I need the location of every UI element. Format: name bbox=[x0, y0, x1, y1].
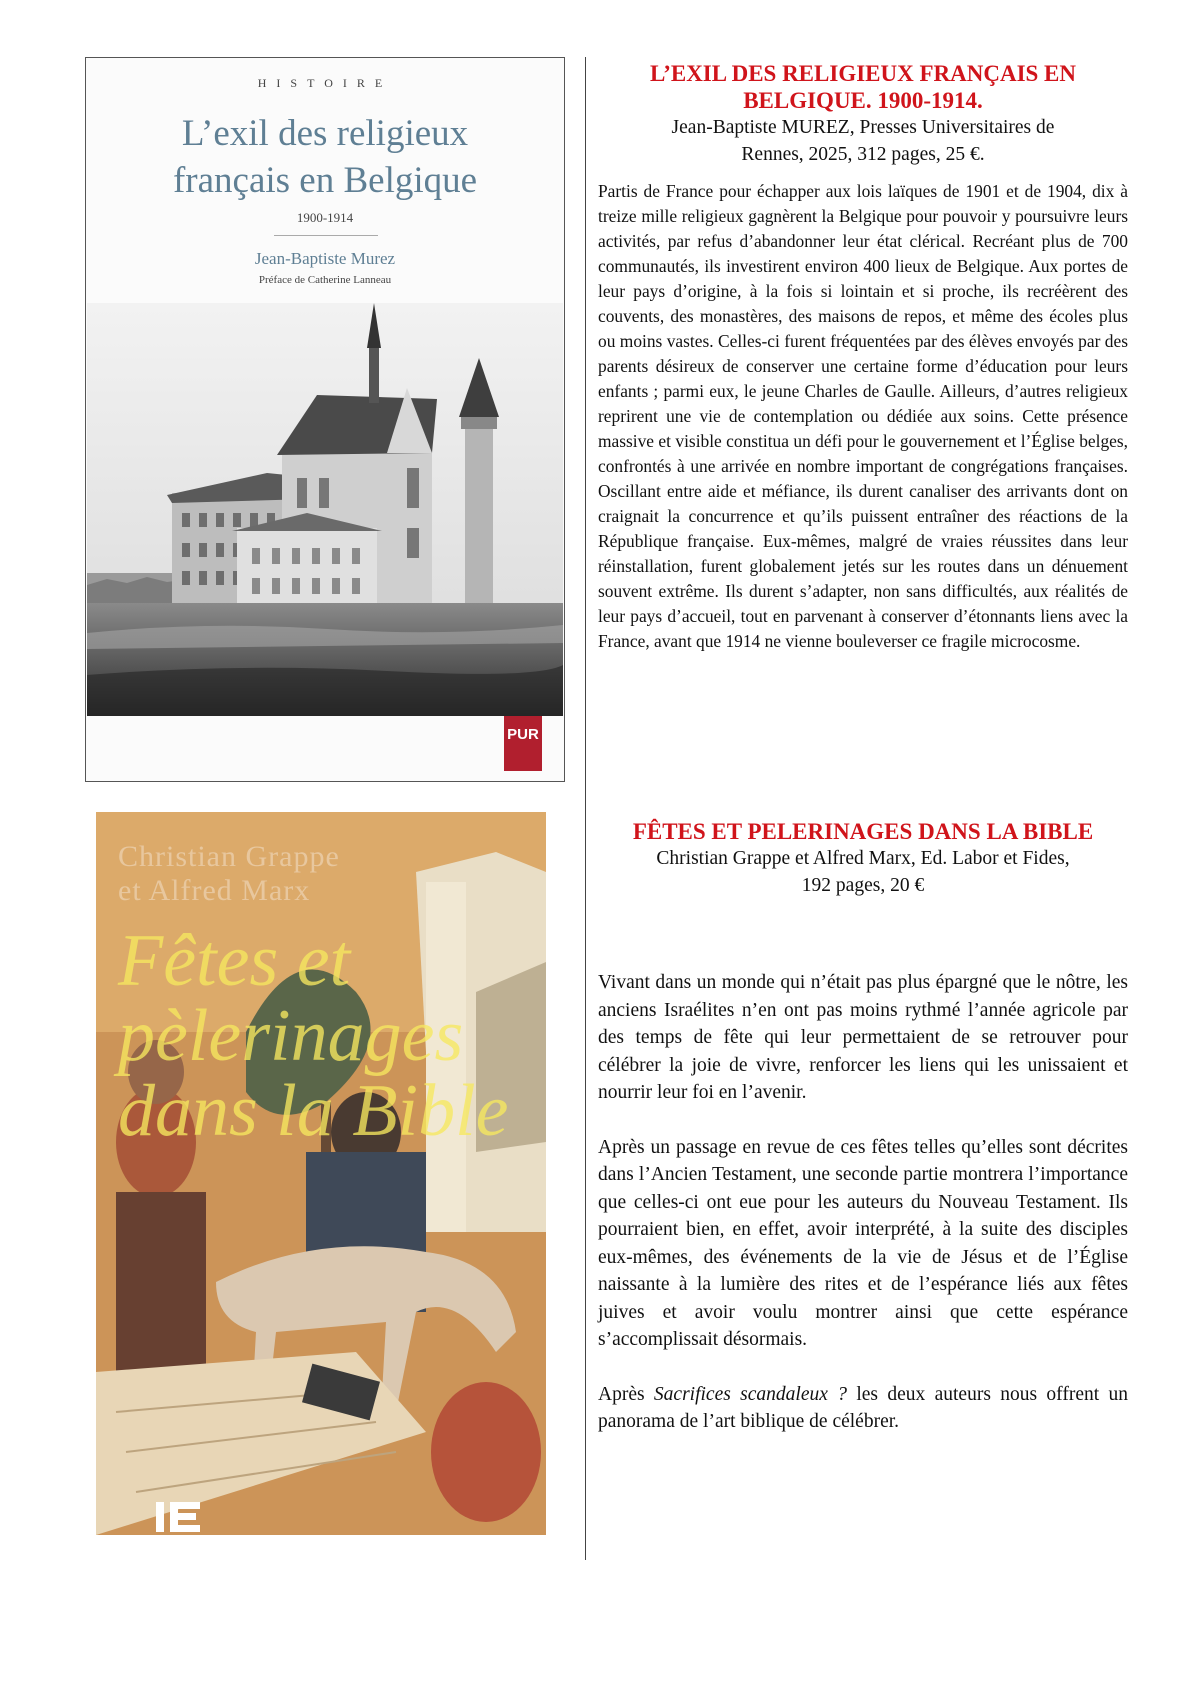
cover-series: HISTOIRE bbox=[257, 76, 393, 90]
cover-bottom-band bbox=[86, 716, 564, 782]
publisher-logo: PUR bbox=[504, 716, 542, 771]
review-meta: Christian Grappe et Alfred Marx, Ed. Labor et Fides, 192 pages, 20 € bbox=[656, 848, 1070, 896]
cover-title: L’exil des religieux français en Belgique bbox=[172, 113, 478, 201]
cover-preface: Préface de Catherine Lanneau bbox=[258, 274, 392, 286]
review-exil bbox=[598, 60, 1128, 654]
cover-title: Fêtes et pèlerinages dans la Bible bbox=[118, 920, 509, 1152]
review-meta: Jean-Baptiste MUREZ, Presses Universitaires de Rennes, 2025, 312 pages, 25 €. bbox=[671, 117, 1055, 165]
review-fetes bbox=[598, 818, 1128, 1436]
publisher-logo-icon bbox=[156, 1502, 214, 1532]
review-body: Partis de France pour échapper aux lois laïques de 1901 et de 1904, dix à treize mille religieux gagnèrent la Belgique pour pouvoir y poursuivre leurs activités, par refus d’abandonner leur état clérical. Recréant plus de 700 communautés, ils investirent environ 400 lieux de Belgique. Aux portes de leur pays d’origine, à la fois si lointain et si proche, ils recréèrent des couvents, des monastères, des maisons de repos, et même des écoles plus ou moins vastes. Celles-ci furent fréquentées par des élèves envoyés par des parents désireux de conserver une certaine forme d’éducation pour leurs enfants ; parmi eux, le jeune Charles de Gaulle. Ailleurs, d’autres religieux reprirent une vie de contemplation ou dédiée aux soins. Cette présence massive et visible constitua un défi pour le gouvernement et l’Église belges, confrontés à une arrivée en nombre important de congrégations françaises. Oscillant entre aide et méfiance, ils durent canaliser des arrivants dont on craignait la concurrence et qu’ils puissent entraîner des réactions de la République française. Eux-mêmes, malgré de vraies réussites dans leur réinstallation, furent globalement jetés sur les routes dans un dénuement souvent extrême. Ils durent s’adapter, non sans difficultés, aux réalités de leur pays d’accueil, tout en parvenant à conserver d’étonnants liens avec la France, avant que 1914 ne vienne bouleverser ce fragile microcosme. bbox=[598, 181, 1128, 651]
cover-divider bbox=[274, 235, 378, 236]
cover-dates: 1900-1914 bbox=[296, 210, 354, 225]
book-cover-exil bbox=[85, 57, 565, 782]
cover-photo-abbey bbox=[87, 303, 563, 716]
review-paragraph: Vivant dans un monde qui n’était pas plus épargné que le nôtre, les anciens Israélites n’en ont pas moins rythmé l’année agricole par des temps de fête qui leur permettaient de se retrouver pour célébrer la joie de vivre, renforcer les liens qui les unissaient et nourrir leur foi en l’avenir. bbox=[598, 972, 1128, 1103]
cover-authors: Christian Grappe et Alfred Marx bbox=[118, 840, 340, 907]
book-cover-fetes bbox=[96, 812, 546, 1535]
cover-author: Jean-Baptiste Murez bbox=[254, 249, 396, 268]
review-title: FÊTES ET PELERINAGES DANS LA BIBLE bbox=[632, 819, 1094, 844]
review-paragraph: Après Sacrifices scandaleux ? les deux auteurs nous offrent un panorama de l’art biblique de célébrer. bbox=[598, 1383, 1128, 1432]
review-paragraph: Après un passage en revue de ces fêtes telles qu’elles sont décrites dans l’Ancien Testament, une seconde partie montrera l’importance que celles-ci ont eue pour les auteurs du Nouveau Testament. Ils pourraient bien, en effet, avoir interprété, à la suite des disciples eux-mêmes, des événements de la vie de Jésus et de l’Église naissante à la lumière des rites et de l’espérance liés aux fêtes juives et avoir voulu montrer ainsi que cette espérance s’accomplissait désormais. bbox=[598, 1136, 1128, 1350]
column-divider bbox=[585, 57, 586, 1560]
book-title-reference: Sacrifices scandaleux ? bbox=[653, 1383, 847, 1405]
review-title: L’EXIL DES RELIGIEUX FRANÇAIS EN BELGIQUE. 1900-1914. bbox=[649, 61, 1077, 113]
